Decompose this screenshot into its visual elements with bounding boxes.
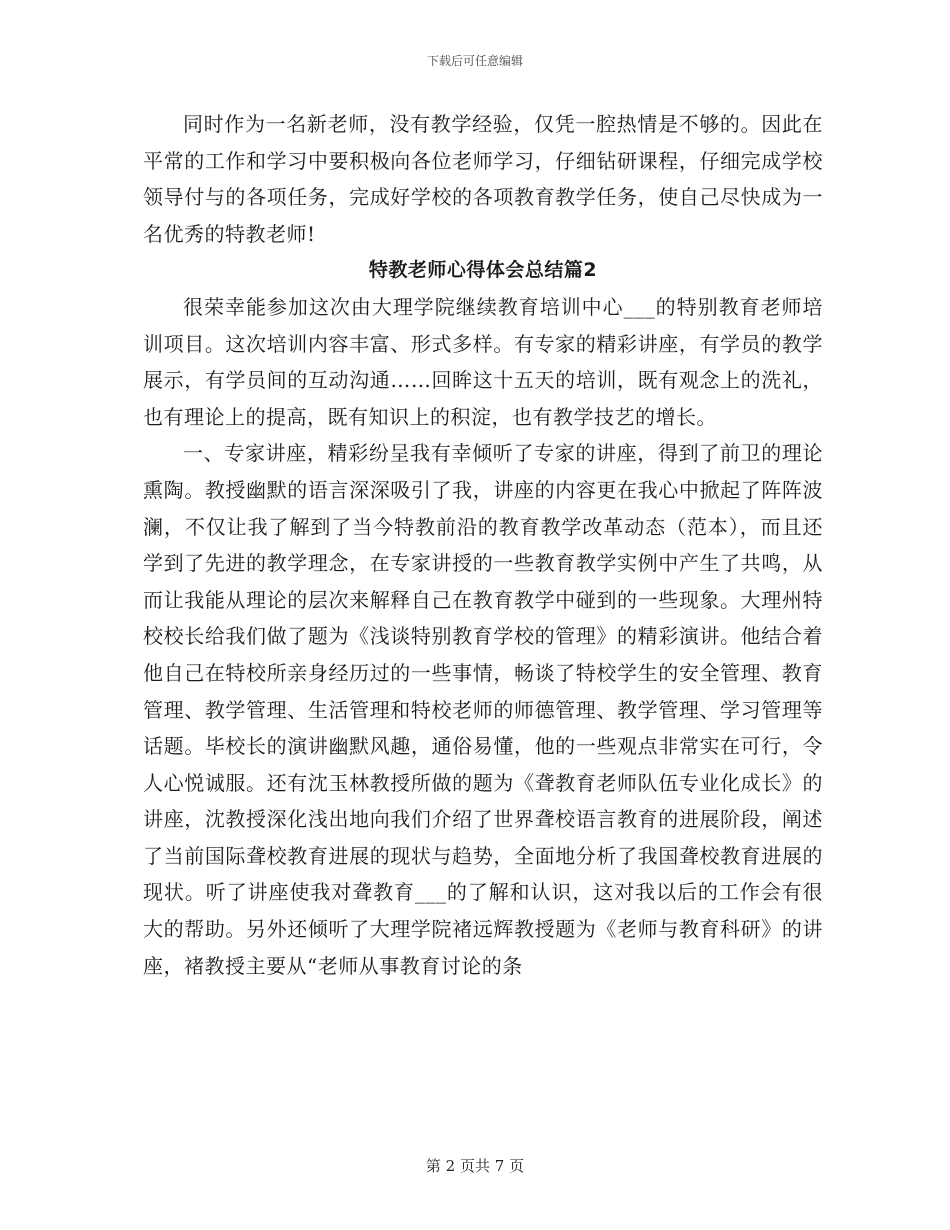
section-title: 特教老师心得体会总结篇2	[368, 259, 598, 282]
paragraph-training-overview: 很荣幸能参加这次由大理学院继续教育培训中心___的特别教育老师培训项目。这次培训内容丰富、形式多样。有专家的精彩讲座，有学员的教学展示，有学员间的互动沟通……回眸这十五天的培训，既有观念上的洗礼，也有理论上的提高，既有知识上的积淀，也有教学技艺的增长。	[143, 294, 823, 429]
paragraph-intro: 同时作为一名新老师，没有教学经验，仅凭一腔热情是不够的。因此在平常的工作和学习中要积极向各位老师学习，仔细钻研课程，仔细完成学校领导付与的各项任务，完成好学校的各项教育教学任务，使自己尽快成为一名优秀的特教老师!	[143, 112, 823, 246]
paragraph-expert-lectures: 一、专家讲座，精彩纷呈我有幸倾听了专家的讲座，得到了前卫的理论熏陶。教授幽默的语言深深吸引了我，讲座的内容更在我心中掀起了阵阵波澜，不仅让我了解到了当今特教前沿的教育教学改革动态（范本），而且还学到了先进的教学理念，在专家讲授的一些教育教学实例中产生了共鸣，从而让我能从理论的层次来解释自己在教育教学中碰到的一些现象。大理州特校校长给我们做了题为《浅谈特别教育学校的管理》的精彩演讲。他结合着他自己在特校所亲身经历过的一些事情，畅谈了特校学生的安全管理、教育管理、教学管理、生活管理和特校老师的师德管理、教学管理、学习管理等话题。毕校长的演讲幽默风趣，通俗易懂，他的一些观点非常实在可行，令人心悦诚服。还有沈玉林教授所做的题为《聋教育老师队伍专业化成长》的讲座，沈教授深化浅出地向我们介绍了世界聋校语言教育的进展阶段，阐述了当前国际聋校教育进展的现状与趋势，全面地分析了我国聋校教育进展的现状。听了讲座使我对聋教育___的了解和认识，这对我以后的工作会有很大的帮助。另外还倾听了大理学院褚远辉教授题为《老师与教育科研》的讲座，褚教授主要从“老师从事教育讨论的条	[143, 441, 823, 978]
document-body	[143, 106, 823, 984]
page-number-footer: 第 2 页共 7 页	[425, 1157, 525, 1175]
page-header-note: 下载后可任意编辑	[426, 54, 523, 68]
